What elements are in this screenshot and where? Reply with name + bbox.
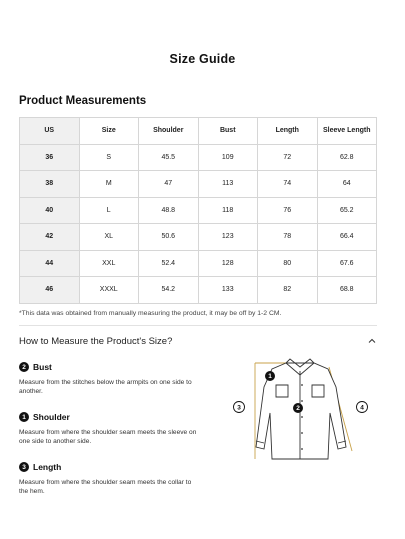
cell-shoulder: 52.4	[139, 250, 199, 277]
measure-item-length	[19, 462, 199, 496]
col-header-shoulder: Shoulder	[139, 118, 199, 145]
cell-length: 80	[258, 250, 318, 277]
cell-us: 40	[20, 197, 80, 224]
table-row	[20, 144, 377, 171]
measure-item-shoulder	[19, 412, 199, 446]
cell-us: 44	[20, 250, 80, 277]
cell-sleeve-length: 64	[317, 171, 377, 198]
cell-us: 36	[20, 144, 80, 171]
measure-label: Shoulder	[33, 412, 70, 422]
measure-description: Measure from the stitches below the armpits on one side to another.	[19, 379, 192, 396]
col-header-sleeve-length: Sleeve Length	[317, 118, 377, 145]
cell-length: 82	[258, 277, 318, 304]
cell-sleeve-length: 65.2	[317, 197, 377, 224]
table-row	[20, 250, 377, 277]
cell-bust: 113	[198, 171, 258, 198]
col-header-bust: Bust	[198, 118, 258, 145]
chevron-up-icon[interactable]	[367, 336, 377, 346]
col-header-us: US	[20, 118, 80, 145]
cell-us: 42	[20, 224, 80, 251]
cell-bust: 128	[198, 250, 258, 277]
cell-size: S	[79, 144, 139, 171]
measure-label: Length	[33, 462, 62, 472]
badge-number: 4	[360, 404, 364, 412]
cell-length: 72	[258, 144, 318, 171]
cell-bust: 118	[198, 197, 258, 224]
measurement-note: *This data was obtained from manually measuring the product, it may be off by 1-2 CM.	[19, 310, 282, 317]
how-to-measure-toggle[interactable]: How to Measure the Product's Size?	[19, 336, 173, 347]
cell-length: 78	[258, 224, 318, 251]
number-badge: 1	[19, 412, 29, 422]
cell-shoulder: 45.5	[139, 144, 199, 171]
measure-description: Measure from where the shoulder seam meets the collar to the hem.	[19, 479, 192, 496]
col-header-length: Length	[258, 118, 318, 145]
page-title: Size Guide	[169, 52, 236, 66]
divider	[19, 325, 377, 326]
badge-number: 1	[268, 373, 272, 381]
cell-sleeve-length: 67.6	[317, 250, 377, 277]
table-row	[20, 224, 377, 251]
cell-length: 76	[258, 197, 318, 224]
number-badge: 2	[19, 362, 29, 372]
cell-size: M	[79, 171, 139, 198]
table-row	[20, 171, 377, 198]
shirt-diagram	[228, 355, 378, 475]
cell-us: 46	[20, 277, 80, 304]
col-header-size: Size	[79, 118, 139, 145]
cell-sleeve-length: 68.8	[317, 277, 377, 304]
table-row	[20, 197, 377, 224]
number-badge: 3	[19, 462, 29, 472]
cell-size: XL	[79, 224, 139, 251]
product-measurements-heading: Product Measurements	[19, 95, 147, 107]
measure-label: Bust	[33, 362, 52, 372]
cell-size: L	[79, 197, 139, 224]
cell-bust: 123	[198, 224, 258, 251]
cell-us: 38	[20, 171, 80, 198]
size-table	[19, 117, 377, 304]
cell-size: XXXL	[79, 277, 139, 304]
cell-shoulder: 54.2	[139, 277, 199, 304]
cell-shoulder: 47	[139, 171, 199, 198]
diagram-badge-4	[357, 402, 368, 413]
diagram-badge-1	[265, 371, 275, 381]
diagram-badge-2	[293, 403, 303, 413]
cell-bust: 133	[198, 277, 258, 304]
cell-bust: 109	[198, 144, 258, 171]
measure-description: Measure from where the shoulder seam meets the sleeve on one side to another side.	[19, 429, 197, 446]
badge-number: 2	[296, 405, 300, 413]
badge-number: 3	[237, 404, 241, 412]
cell-sleeve-length: 62.8	[317, 144, 377, 171]
cell-sleeve-length: 66.4	[317, 224, 377, 251]
cell-length: 74	[258, 171, 318, 198]
cell-size: XXL	[79, 250, 139, 277]
cell-shoulder: 50.6	[139, 224, 199, 251]
table-header-row	[20, 118, 377, 145]
cell-shoulder: 48.8	[139, 197, 199, 224]
table-row	[20, 277, 377, 304]
measure-item-bust	[19, 362, 199, 396]
diagram-badge-3	[234, 402, 245, 413]
